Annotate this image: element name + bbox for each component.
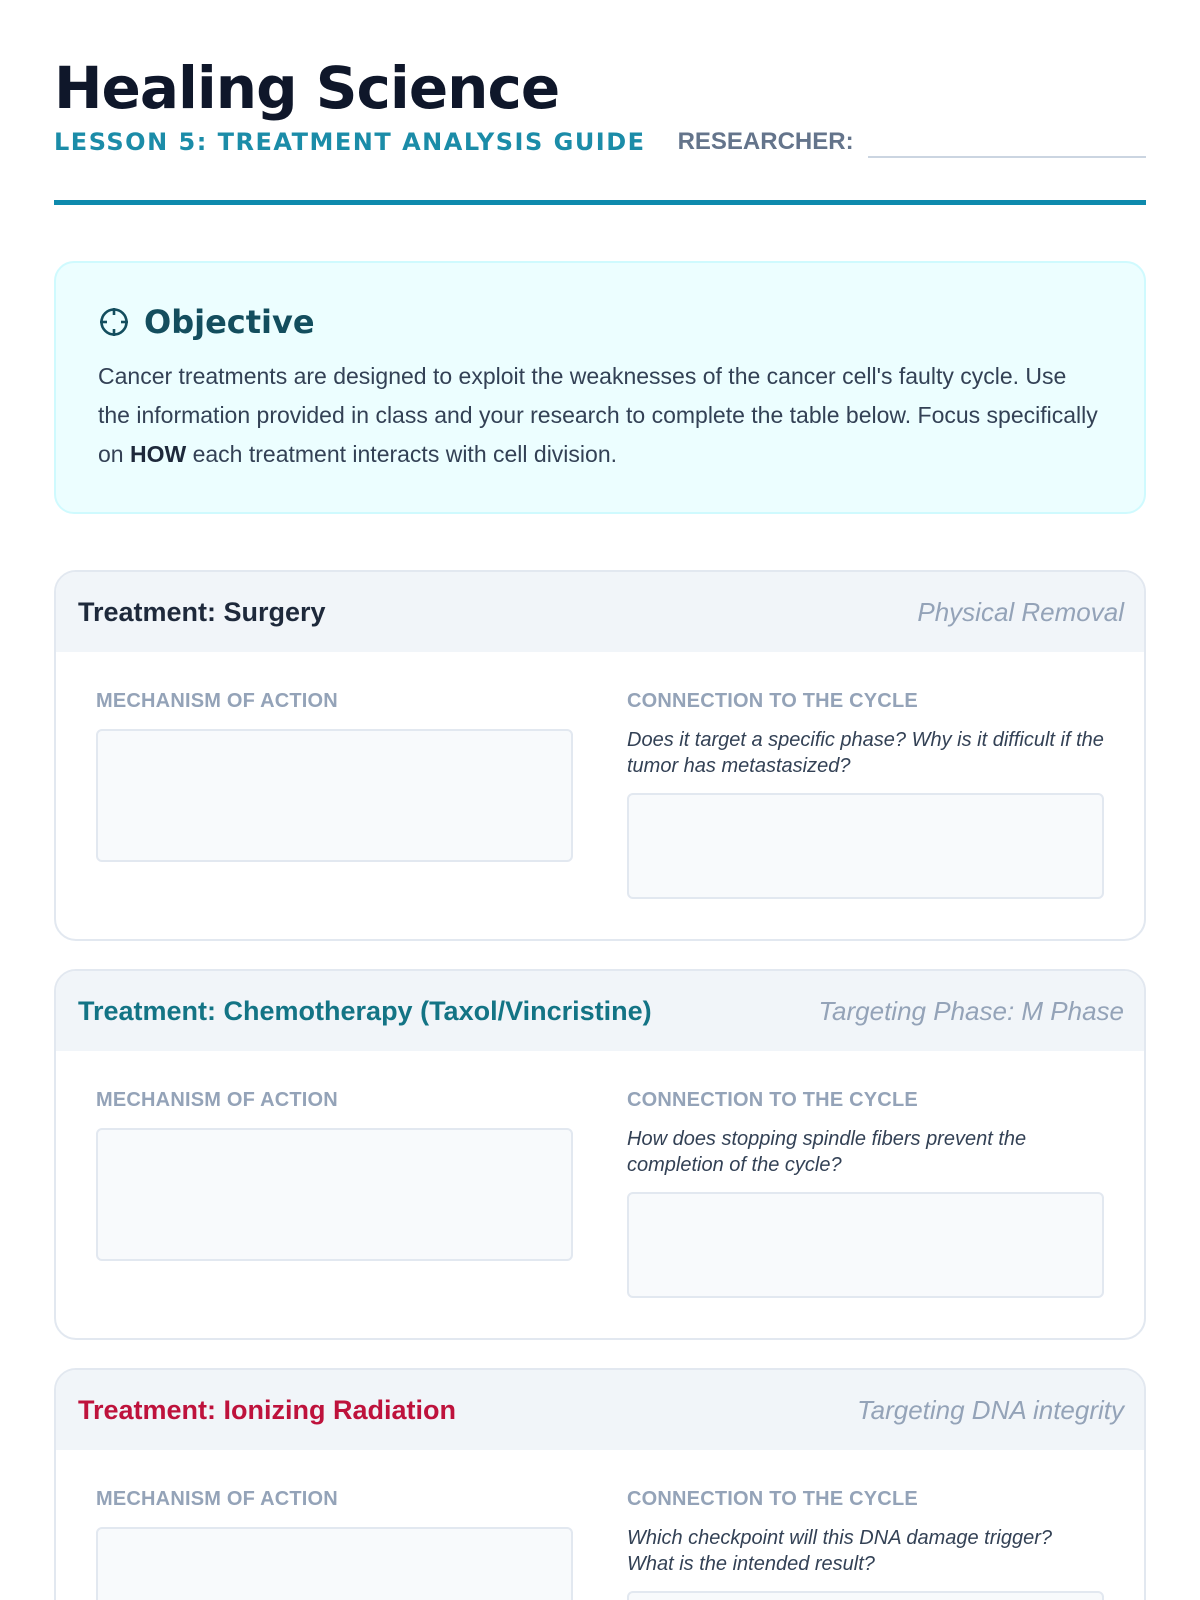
treatment-card-body [56,1450,1144,1600]
connection-label: CONNECTION TO THE CYCLE [627,690,918,712]
mechanism-answer-box[interactable] [96,729,573,862]
researcher-label: RESEARCHER: [677,128,854,155]
connection-label: CONNECTION TO THE CYCLE [627,1089,918,1111]
objective-header [98,303,1104,341]
mechanism-column [96,1488,573,1600]
connection-prompt: Does it target a specific phase? Why is it difficult if the tumor has metastasized? [627,729,1104,777]
mechanism-column [96,690,573,899]
crosshair-icon [98,306,130,338]
objective-title: Objective [144,303,315,341]
treatment-card-header [56,1370,1144,1450]
mechanism-label: MECHANISM OF ACTION [96,1089,338,1111]
treatment-tag: Targeting DNA integrity [857,1394,1124,1425]
treatment-title: Treatment: Surgery [78,596,326,627]
objective-text-part: Cancer treatments are designed to exploit the weaknesses of the cancer cell's faulty cycle. Use the information provided in class and your research to complete the table below. Focus specifically on [98,363,1098,467]
treatment-card-chemotherapy [54,969,1146,1340]
mechanism-answer-box[interactable] [96,1128,573,1261]
lesson-label: LESSON 5: TREATMENT ANALYSIS GUIDE [54,128,646,156]
treatment-title: Treatment: Ionizing Radiation [78,1394,457,1425]
header-divider [54,200,1146,205]
objective-text [98,357,1104,474]
header-subrow [54,122,1146,158]
treatment-tag: Targeting Phase: M Phase [818,995,1124,1026]
treatment-card-header [56,572,1144,652]
treatment-card-body [56,1051,1144,1338]
treatment-title: Treatment: Chemotherapy (Taxol/Vincristine) [78,995,652,1026]
researcher-name-field[interactable] [868,128,1146,158]
treatment-card-header [56,971,1144,1051]
connection-column [627,690,1104,899]
page-header [54,0,1146,205]
connection-column [627,1089,1104,1298]
mechanism-answer-box[interactable] [96,1527,573,1600]
objective-text-part: each treatment interacts with cell division. [186,441,618,467]
objective-box [54,261,1146,514]
page-title: Healing Science [54,54,560,122]
treatment-card-surgery [54,570,1146,941]
connection-answer-box[interactable] [627,1192,1104,1298]
connection-column [627,1488,1104,1600]
mechanism-label: MECHANISM OF ACTION [96,690,338,712]
mechanism-column [96,1089,573,1298]
treatment-card-body [56,652,1144,939]
objective-text-emphasis: HOW [129,441,187,467]
treatment-card-radiation [54,1368,1146,1600]
connection-label: CONNECTION TO THE CYCLE [627,1488,918,1510]
connection-prompt: Which checkpoint will this DNA damage trigger? What is the intended result? [627,1527,1052,1575]
treatment-tag: Physical Removal [917,596,1124,627]
mechanism-label: MECHANISM OF ACTION [96,1488,338,1510]
connection-prompt: How does stopping spindle fibers prevent the completion of the cycle? [627,1128,1027,1176]
connection-answer-box[interactable] [627,793,1104,899]
connection-answer-box[interactable] [627,1591,1104,1600]
